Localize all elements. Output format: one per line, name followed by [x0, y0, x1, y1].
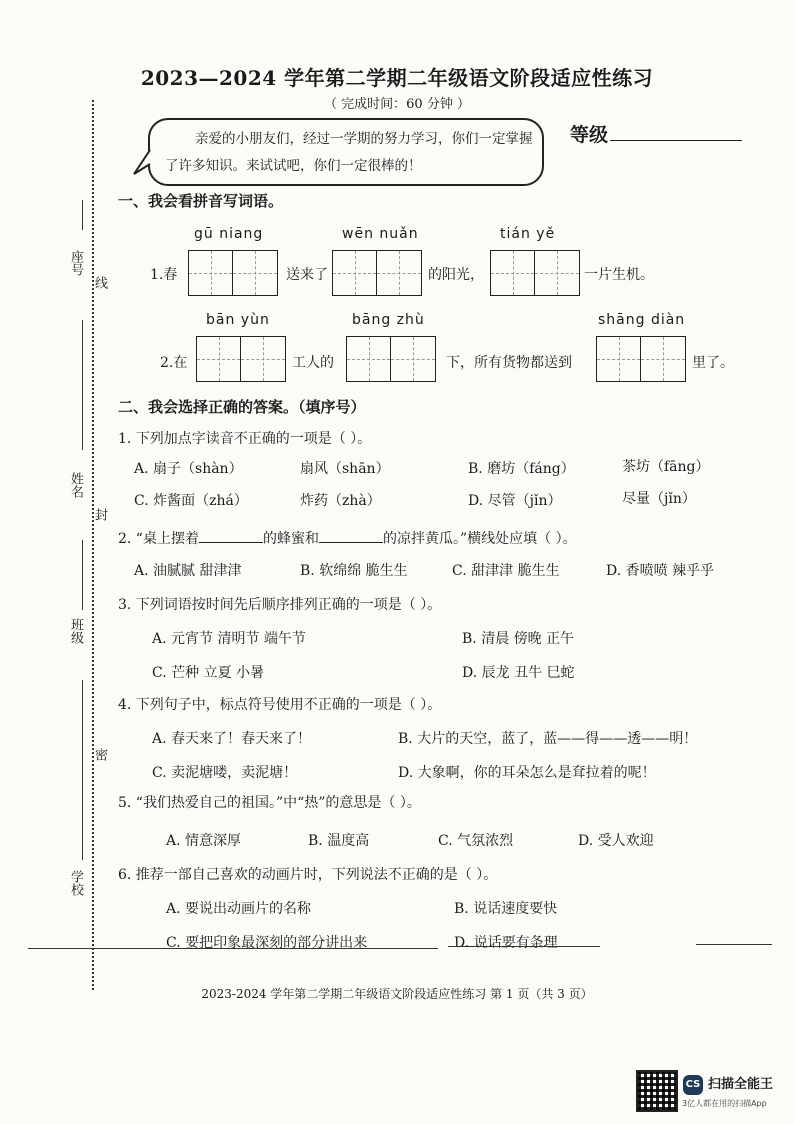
q4-option-d[interactable]: D. 大象啊，你的耳朵怎么是耷拉着的呢！: [398, 765, 656, 781]
q1-option-a2: 扇风（shān）: [300, 461, 390, 477]
q6-option-b[interactable]: B. 说话速度要快: [454, 901, 558, 917]
question-2-stem: [118, 528, 577, 548]
q5-option-a[interactable]: A. 情意深厚: [166, 833, 242, 849]
name-line: [82, 320, 83, 450]
seal-label: 封: [92, 508, 107, 521]
q1-option-c1[interactable]: C. 炸酱面（zhá）: [134, 493, 248, 509]
question-6-stem: 6. 推荐一部自己喜欢的动画片时，下列说法不正确的是（ ）。: [118, 867, 498, 883]
grade-label: 等级: [570, 124, 609, 146]
q6-option-d[interactable]: D. 说话要有条理: [454, 935, 558, 951]
line-label: 线: [92, 276, 107, 289]
seat-line: [82, 200, 83, 230]
q2-blank-1[interactable]: [199, 542, 263, 543]
q1-text-1: 送来了: [286, 267, 328, 283]
q2-stem-part-b: 的蜂蜜和: [262, 531, 319, 547]
pinyin-shangdian: shāng diàn: [598, 312, 686, 328]
q1-start: 1.春: [150, 267, 178, 283]
grade-input-line[interactable]: [610, 140, 742, 141]
q1-option-a1[interactable]: A. 扇子（shàn）: [134, 461, 243, 477]
q4-option-b[interactable]: B. 大片的天空，蓝了，蓝——得——透——明！: [398, 731, 698, 747]
pinyin-tianye: tián yě: [500, 226, 556, 242]
write-grid-guniang[interactable]: [188, 250, 278, 296]
school-label: 学校: [68, 870, 83, 896]
q6-option-c[interactable]: C. 要把印象最深刻的部分讲出来: [166, 935, 368, 951]
q2-option-b[interactable]: B. 软绵绵 脆生生: [300, 563, 408, 579]
q2-option-a[interactable]: A. 油腻腻 甜津津: [134, 563, 242, 579]
camscanner-tagline: 3亿人都在用的扫描App: [682, 1099, 767, 1108]
q2-option-c[interactable]: C. 甜津津 脆生生: [452, 563, 560, 579]
pinyin-banyun: bān yùn: [206, 312, 270, 328]
q5-option-d[interactable]: D. 受人欢迎: [578, 833, 654, 849]
q5-option-b[interactable]: B. 温度高: [308, 833, 370, 849]
q2-stem-part-c: 的凉拌黄瓜。”横线处应填（ ）。: [382, 531, 577, 547]
cut-line-left: [28, 948, 438, 949]
greeting-text: 亲爱的小朋友们，经过一学期的努力学习，你们一定掌握了许多知识。来试试吧，你们一定很棒的！: [165, 131, 533, 174]
q1-option-b1[interactable]: B. 磨坊（fáng）: [468, 461, 575, 477]
q6-option-a[interactable]: A. 要说出动画片的名称: [166, 901, 312, 917]
q1-option-b2: 茶坊（fāng）: [622, 459, 710, 475]
camscanner-name: 扫描全能王: [708, 1077, 774, 1092]
q2-option-d[interactable]: D. 香喷喷 辣乎乎: [606, 563, 715, 579]
q3-option-b[interactable]: B. 清晨 傍晚 正午: [462, 631, 575, 647]
q4-option-c[interactable]: C. 卖泥塘喽，卖泥塘！: [152, 765, 298, 781]
q1-text-2: 的阳光，: [428, 267, 484, 283]
q2-text-3: 里了。: [692, 355, 734, 371]
section2-title: 二、我会选择正确的答案。（填序号）: [118, 398, 366, 416]
question-4-stem: 4. 下列句子中，标点符号使用不正确的一项是（ ）。: [118, 697, 442, 713]
q3-option-c[interactable]: C. 芒种 立夏 小暑: [152, 665, 265, 681]
section1-title: 一、我会看拼音写词语。: [118, 192, 284, 210]
question-1-stem: 1. 下列加点字读音不正确的一项是（ ）。: [118, 431, 372, 447]
pinyin-bangzhu: bāng zhù: [352, 312, 425, 328]
write-grid-tianye[interactable]: [490, 250, 580, 296]
q2-blank-2[interactable]: [319, 542, 383, 543]
question-5-stem: 5. “我们热爱自己的祖国。”中“热”的意思是（ ）。: [118, 795, 421, 811]
cut-line-mid: [448, 946, 600, 947]
pinyin-wennuan: wēn nuǎn: [342, 226, 419, 242]
question-3-stem: 3. 下列词语按时间先后顺序排列正确的一项是（ ）。: [118, 597, 442, 613]
q1-option-d2: 尽量（jǐn）: [622, 491, 696, 507]
class-label: 班级: [68, 618, 83, 644]
name-label: 姓名: [68, 472, 83, 498]
q2-text-1: 工人的: [292, 355, 334, 371]
write-grid-bangzhu[interactable]: [346, 336, 436, 382]
qr-code-icon: [636, 1070, 678, 1112]
q2-text-2: 下，所有货物都送到: [446, 355, 572, 371]
q3-option-d[interactable]: D. 辰龙 丑牛 巳蛇: [462, 665, 575, 681]
q1-option-c2: 炸药（zhà）: [300, 493, 381, 509]
q1-option-d1[interactable]: D. 尽管（jǐn）: [468, 493, 562, 509]
pinyin-guniang: gū niang: [194, 226, 264, 242]
page-title: 2023—2024 学年第二学期二年级语文阶段适应性练习: [140, 66, 654, 90]
camscanner-logo-icon: CS: [683, 1075, 703, 1095]
q3-option-a[interactable]: A. 元宵节 清明节 端午节: [152, 631, 306, 647]
binding-dotted-line: [92, 100, 94, 990]
school-line: [82, 680, 83, 860]
q2-stem-part-a: 2. “桌上摆着: [118, 531, 199, 547]
cut-line-right: [696, 944, 772, 945]
secret-label: 密: [92, 748, 107, 761]
class-line: [82, 540, 83, 610]
time-note: （ 完成时间：60 分钟 ）: [324, 97, 470, 112]
q2-start: 2.在: [160, 355, 188, 371]
write-grid-shangdian[interactable]: [596, 336, 686, 382]
q5-option-c[interactable]: C. 气氛浓烈: [438, 833, 514, 849]
write-grid-banyun[interactable]: [196, 336, 286, 382]
bubble-tail: [132, 148, 154, 178]
write-grid-wennuan[interactable]: [332, 250, 422, 296]
seat-label: 座号: [68, 250, 83, 276]
page-footer: 2023-2024 学年第二学期二年级语文阶段适应性练习 第 1 页（共 3 页）: [201, 987, 593, 1001]
q1-text-3: 一片生机。: [584, 267, 654, 283]
q4-option-a[interactable]: A. 春天来了！春天来了！: [152, 731, 312, 747]
